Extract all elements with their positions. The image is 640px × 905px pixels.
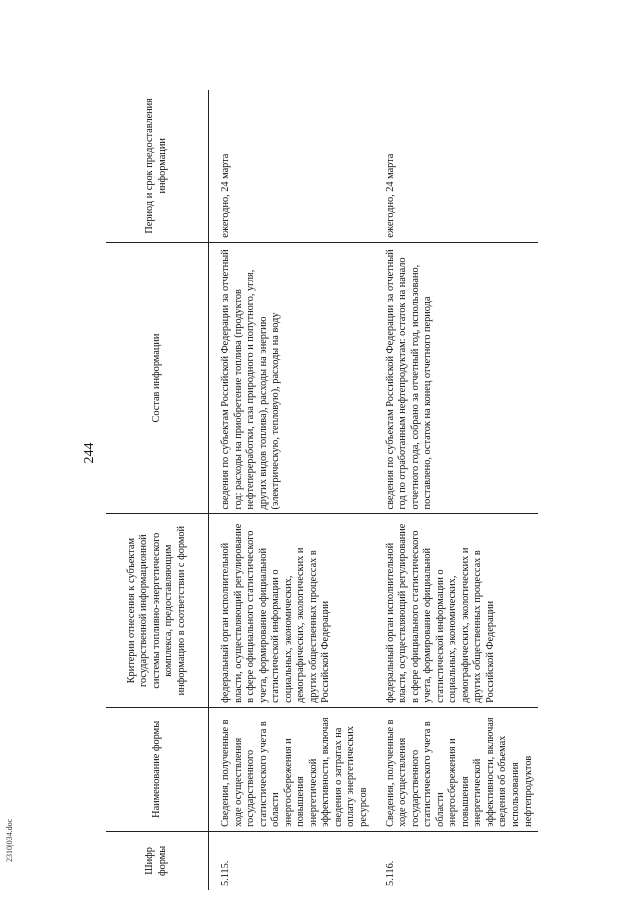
header-criteria: Критерии отнесения к субъектам государственной информационной системы топливно-энергетического комплекса, предоставляющим информацию в соответствии с формой	[106, 514, 209, 707]
header-composition: Состав информации	[106, 242, 209, 514]
document-id: 2310|034.doc	[5, 818, 14, 862]
row-code: 5.116.	[384, 860, 396, 886]
row-composition: сведения по субъектам Российской Федерации за отчетный год: расходы на приобретение топлива (продуктов нефтепереработки, газа природного и попутного, угля, других видов топлива), расходы на энергию (электрическую, тепловую), расходы на воду	[217, 242, 374, 514]
header-code: Шифр формы	[106, 831, 209, 890]
row-name: Сведения, полученные в ходе осуществления государственного статистического учета в области энергосбережения и повышения энергетической эффективности, включая сведения о затратах на оплату энергетических ресурсов	[217, 707, 374, 831]
row-code: 5.115.	[220, 860, 231, 886]
header-period: Период и срок предоставления информации	[106, 90, 209, 242]
row-period: ежегодно, 24 марта	[217, 90, 374, 242]
page-number: 244	[82, 442, 97, 464]
table-row	[217, 90, 374, 890]
forms-table	[106, 90, 538, 890]
table-header-row	[106, 90, 209, 890]
row-criteria: федеральный орган исполнительной власти, осуществляющий регулирование в сфере официального статистического учета, формирование официальной статистической информации о социальных, экономических, демографических, экологических и других общественных процессах в Российской Федерации	[382, 514, 539, 707]
rotated-table-container	[106, 90, 566, 890]
row-criteria: федеральный орган исполнительной власти, осуществляющий регулирование в сфере официального статистического учета, формирование официальной статистической информации о социальных, экономических, демографических, экологических и других общественных процессах в Российской Федерации	[217, 514, 374, 707]
row-composition: сведения по субъектам Российской Федерации за отчетный год по отработанным нефтепродуктам: остаток на начало отчетного года, собрано за отчетный год, использовано, поставлено, остаток на конец отчетного периода	[382, 242, 539, 514]
header-name: Наименование формы	[106, 707, 209, 831]
row-period: ежегодно, 24 марта	[382, 90, 539, 242]
table-row	[382, 90, 539, 890]
row-name: Сведения, полученные в ходе осуществления государственного статистического учета в области энергосбережения и повышения энергетической эффективности, включая сведения об объемах использования нефтепродуктов	[382, 707, 539, 831]
